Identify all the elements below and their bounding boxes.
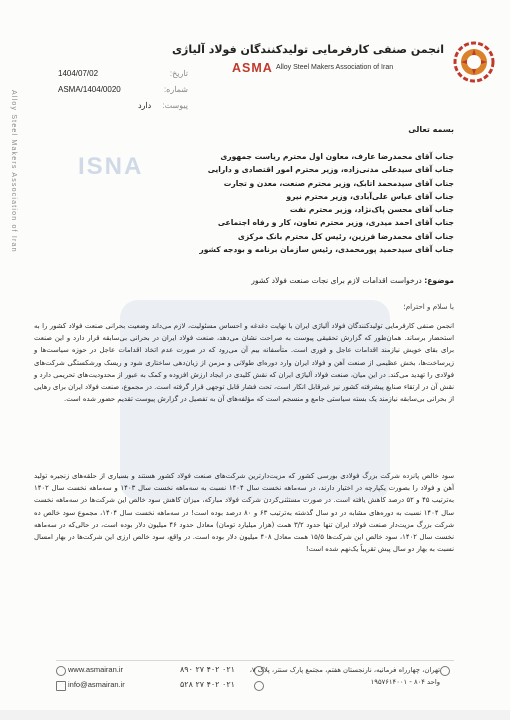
location-pin-icon <box>440 666 450 676</box>
addressee-line: جناب آقای محمدرضا فرزین، رئیس کل محترم بانک مرکزی <box>237 231 454 241</box>
globe-icon <box>56 666 66 676</box>
footer-website-link[interactable]: www.asmairan.ir <box>68 665 124 674</box>
sidebar-org-name: Alloy Steel Makers Association of Iran <box>10 90 17 253</box>
footer-phone-2: ۰۲۱ ۴۰۲ ۲۷ ۵۲۸ <box>180 680 235 689</box>
number-label: شماره: <box>163 85 188 94</box>
letter-opening-title: بسمه تعالی <box>408 125 454 134</box>
body-paragraph-2: سود خالص پانزده شرکت بزرگ فولادی بورسی کشور که مزیت‌دارترین شرکت‌های صنعت فولاد کشور هستند و بسیاری از حلقه‌های زنجیره تولید آهن و فولاد را بصورت یکپارچه در اختیار دارند، در سه‌ماهه نخست سال ۱۴۰۴ نسبت به سه‌ماهه نخست سال ۱۴۰۳ و سه‌ماهه نخست سال ۱۴۰۲ به‌ترتیب ۴۵ و ۵۲ درصد کاهش یافته است. در صورت مستثنی‌کردن شرکت فولاد مبارکه، میزان کاهش سود خالص این شرکت‌ها در سه‌ماهه نخست سال ۱۴۰۴ نسبت به دوره‌های مشابه در دو سال گذشته به‌ترتیب ۶۳ و ۸۰ درصد بوده است! در سه‌ماهه نخست سال ۱۴۰۴، مجموع سود خالص ده شرکت بزرگ مزیت‌دار صنعت فولاد ایران تنها حدود ۳/۲ همت (هزار میلیارد تومان) معادل حدود ۴۶ میلیون دلار بوده است، در حالی‌که در سه‌ماهه نخست سال ۱۴۰۲، سود خالص این شرکت‌ها ۱۵/۵ همت معادل ۴۰۸ میلیون دلار بوده است. در واقع، سود خالص ارزی این شرکت‌ها در بهار امسال نسبت به بهار دو سال پیش تقریباً یک‌نهم شده است! <box>34 472 454 554</box>
subject-text: درخواست اقدامات لازم برای نجات صنعت فولاد کشور <box>251 276 422 285</box>
addressee-list <box>124 150 454 256</box>
addressee-line: جناب آقای محسن پاک‌نژاد، وزیر محترم نفت <box>289 205 454 215</box>
association-logo-icon <box>452 40 496 84</box>
org-abbreviation: ASMA <box>232 61 273 75</box>
date-value: 1404/07/02 <box>58 69 99 78</box>
footer-email-link[interactable]: info@asmairan.ir <box>68 680 125 689</box>
addressee-line: جناب آقای سیدمحمد اتابک، وزیر محترم صنعت، معدن و تجارت <box>223 178 454 188</box>
page-bottom-strip <box>0 710 510 720</box>
body-paragraph-1: انجمن صنفی کارفرمایی تولیدکنندگان فولاد آلیاژی ایران با نهایت دغدغه و احساس مسئولیت، لازم می‌داند وضعیت بحرانی صنعت فولاد کشور را به استحضار برساند. همان‌طور که گزارش تحقیقی پیوست به صراحت نشان می‌دهد، صنعت فولاد ایران در بحرانی بی‌سابقه قرار دارد و این صنعت برای بقای خویش نیازمند اقدامات عاجل و فوری است. متأسفانه بیم آن می‌رود که در صورت عدم اتخاذ اقدامات عاجل در حوزه سیاست‌ها و زیرساخت‌ها، بخش عظیمی از صنعت آهن و فولاد ایران وارد دوره‌ای طولانی و مزمن از زیان‌دهی ساختاری شود و ریسک ورشکستگی شرکت‌های فولادی را تهدید می‌کند. در این میان، صنعت فولاد آلیاژی ایران که نقش کلیدی در ایجاد ارزش افزوده و کمک به عبور از محدودیت‌های تحریمی دارد و نقش آن در ارتقاء صنایع پیشرفته کشور نیز غیرقابل انکار است، تحت فشار قابل توجهی قرار گرفته است. در مجموع، صنعت فولاد ایران برای رهایی از بحرانی بی‌سابقه نیازمند یک بسته سیاستی جامع و منسجم است که مؤلفه‌های آن به تفصیل در گزارش پیوست تقدیم حضور شده است. <box>34 322 454 404</box>
footer-address: تهران، چهارراه فرمانیه، نارنجستان هفتم، مجتمع پارک سنتر، پلاک ۷، واحد ۸۰۴ - ۱۹۵۷۶۱۴۰۰۱ <box>249 666 440 686</box>
attachment-value: دارد <box>138 101 152 110</box>
addressee-line: جناب آقای عباس علی‌آبادی، وزیر محترم نیرو <box>286 191 454 201</box>
envelope-icon <box>56 681 66 691</box>
addressee-line: جناب آقای سیدحمید پورمحمدی، رئیس سازمان برنامه و بودجه کشور <box>199 245 454 255</box>
greeting: با سلام و احترام؛ <box>403 302 454 311</box>
org-name-english: Alloy Steel Makers Association of Iran <box>276 64 394 71</box>
news-agency-watermark: ISNA <box>78 153 144 180</box>
subject-line <box>54 276 454 285</box>
addressee-line: جناب آقای سیدعلی مدنی‌زاده، وزیر محترم امور اقتصادی و دارایی <box>207 165 454 175</box>
date-label: تاریخ: <box>169 69 188 78</box>
footer-divider <box>56 660 454 661</box>
addressee-line: جناب آقای محمدرضا عارف، معاون اول محترم ریاست جمهوری <box>220 152 454 161</box>
subject-label: موضوع: <box>424 276 454 285</box>
attachment-label: پیوست: <box>162 101 188 110</box>
number-value: ASMA/1404/0020 <box>58 85 121 94</box>
org-name-persian: انجمن صنفی کارفرمایی تولیدکنندگان فولاد آلیاژی <box>171 43 444 56</box>
footer-phone-1: ۰۲۱ ۴۰۲ ۲۷ ۸۹۰ <box>180 665 235 674</box>
addressee-line: جناب آقای احمد میدری، وزیر محترم تعاون، کار و رفاه اجتماعی <box>217 218 454 228</box>
